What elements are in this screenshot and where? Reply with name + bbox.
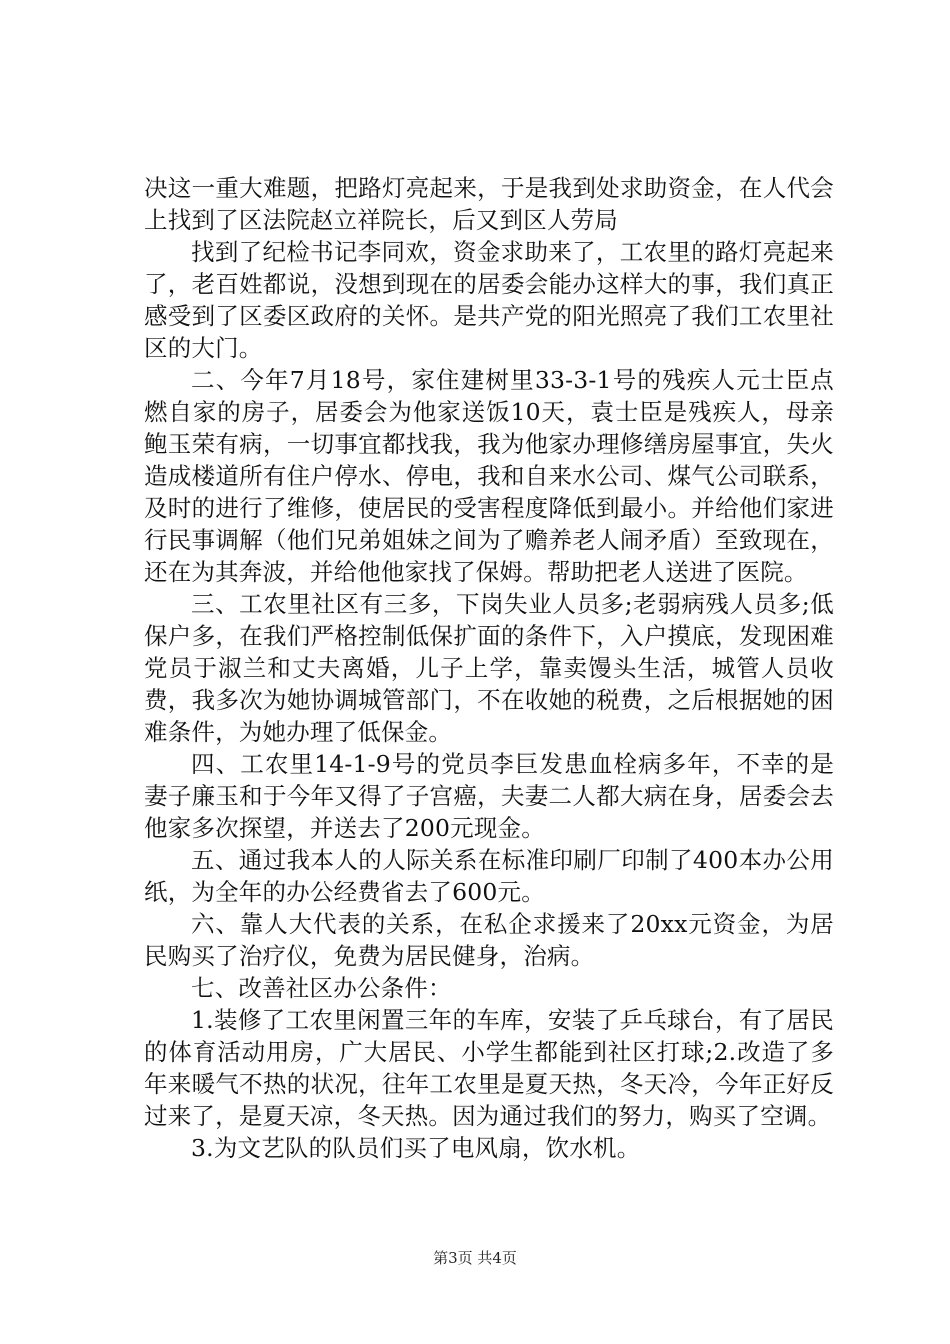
paragraph-streetlights: 找到了纪检书记李同欢，资金求助来了，工农里的路灯亮起来了，老百姓都说，没想到现在的居委会能办这样大的事，我们真正感受到了区委区政府的关怀。是共产党的阳光照亮了我们工农里社区的大门。 xyxy=(144,238,834,362)
paragraph-item-three: 三、工农里社区有三多，下岗失业人员多;老弱病残人员多;低保户多，在我们严格控制低保扩面的条件下，入户摸底，发现困难党员于淑兰和丈夫离婚，儿子上学，靠卖馒头生活，城管人员收费，我多次为她协调城管部门，不在收她的税费，之后根据她的困难条件，为她办理了低保金。 xyxy=(144,590,834,746)
paragraph-continuation: 决这一重大难题，把路灯亮起来，于是我到处求助资金，在人代会上找到了区法院赵立祥院长，后又到区人劳局 xyxy=(144,174,834,234)
paragraph-subitems-one-two: 1.装修了工农里闲置三年的车库，安装了乒乓球台，有了居民的体育活动用房，广大居民、小学生都能到社区打球;2.改造了多年来暖气不热的状况，往年工农里是夏天热，冬天冷，今年正好反过来了，是夏天凉，冬天热。因为通过我们的努力，购买了空调。 xyxy=(144,1006,834,1130)
paragraph-item-four: 四、工农里14-1-9号的党员李巨发患血栓病多年，不幸的是妻子廉玉和于今年又得了子宫癌，夫妻二人都大病在身，居委会去他家多次探望，并送去了200元现金。 xyxy=(144,750,834,842)
paragraph-item-two: 二、今年7月18号，家住建树里33-3-1号的残疾人元士臣点燃自家的房子，居委会为他家送饭10天，袁士臣是残疾人，母亲鲍玉荣有病，一切事宜都找我，我为他家办理修缮房屋事宜，失火造成楼道所有住户停水、停电，我和自来水公司、煤气公司联系，及时的进行了维修，使居民的受害程度降低到最小。并给他们家进行民事调解（他们兄弟姐妹之间为了赡养老人闹矛盾）至致现在，还在为其奔波，并给他他家找了保姆。帮助把老人送进了医院。 xyxy=(144,366,834,586)
page-number-footer: 第3页 共4页 xyxy=(433,1249,517,1267)
document-body xyxy=(144,172,834,1164)
paragraph-item-five: 五、通过我本人的人际关系在标准印刷厂印制了400本办公用纸，为全年的办公经费省去了600元。 xyxy=(144,846,834,906)
paragraph-item-six: 六、靠人大代表的关系，在私企求援来了20xx元资金，为居民购买了治疗仪，免费为居民健身，治病。 xyxy=(144,910,834,970)
paragraph-subitem-three: 3.为文艺队的队员们买了电风扇，饮水机。 xyxy=(191,1134,641,1162)
paragraph-item-seven: 七、改善社区办公条件： xyxy=(191,974,452,1002)
